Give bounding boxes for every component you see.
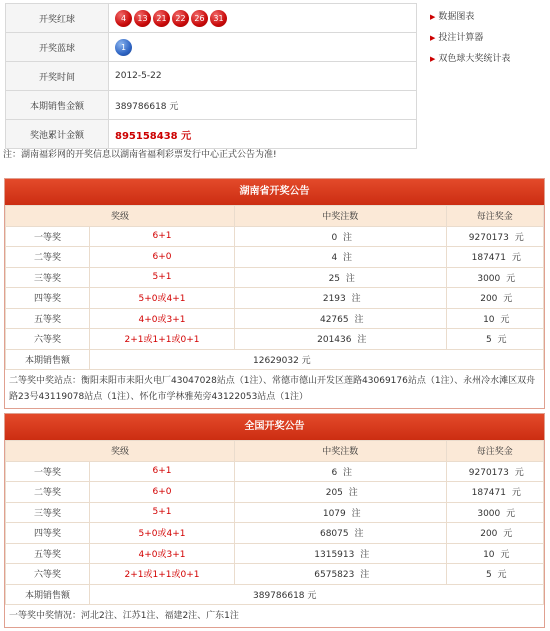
- sales-row: [6, 584, 544, 605]
- sales-label: 本期销售金额: [6, 91, 109, 120]
- prize-level: 三等奖: [6, 502, 90, 523]
- prize-rule: 6+1: [90, 461, 235, 482]
- prize-level: 六等奖: [6, 329, 90, 350]
- header-count: 中奖注数: [235, 441, 447, 462]
- red-ball: 22: [172, 10, 189, 27]
- side-links: [430, 10, 510, 73]
- winner-count: 6 注: [235, 461, 447, 482]
- prize-amount: 200 元: [446, 288, 543, 309]
- winner-count: 2193 注: [235, 288, 447, 309]
- red-ball-label: 开奖红球: [6, 4, 109, 33]
- blue-ball-label: 开奖蓝球: [6, 33, 109, 62]
- prize-level: 三等奖: [6, 267, 90, 288]
- header-level: 奖级: [6, 441, 235, 462]
- draw-info-table: [5, 3, 417, 149]
- sales-row: [6, 349, 544, 370]
- prize-level: 五等奖: [6, 308, 90, 329]
- prize-rule: 5+1: [90, 267, 235, 288]
- winner-count: 25 注: [235, 267, 447, 288]
- prize-level: 六等奖: [6, 564, 90, 585]
- prize-amount: 10 元: [446, 308, 543, 329]
- winner-count: 0 注: [235, 226, 447, 247]
- pool-amount: 895158438 元: [115, 130, 192, 142]
- hunan-prize-panel: [4, 178, 545, 409]
- national-footnote: 一等奖中奖情况：河北2注、江苏1注、福建2注、广东1注: [9, 611, 239, 621]
- header-count: 中奖注数: [235, 206, 447, 227]
- national-prize-table: [5, 440, 544, 605]
- table-row: [6, 226, 544, 247]
- prize-amount: 200 元: [446, 523, 543, 544]
- prize-amount: 9270173 元: [446, 461, 543, 482]
- hunan-prize-table: [5, 205, 544, 370]
- prize-level: 五等奖: [6, 543, 90, 564]
- disclaimer-note: 注：湖南福彩网的开奖信息以湖南省福利彩票发行中心正式公告为准!: [3, 150, 277, 160]
- national-prize-panel: [4, 413, 545, 628]
- prize-amount: 187471 元: [446, 482, 543, 503]
- prize-amount: 5 元: [446, 564, 543, 585]
- winner-count: 1315913 注: [235, 543, 447, 564]
- prize-rule: 2+1或1+1或0+1: [90, 329, 235, 350]
- prize-amount: 5 元: [446, 329, 543, 350]
- table-row: [6, 329, 544, 350]
- sales-value: 389786618 元: [90, 584, 544, 605]
- prize-rule: 6+0: [90, 247, 235, 268]
- winner-count: 4 注: [235, 247, 447, 268]
- table-row: [6, 267, 544, 288]
- link-prize-stats[interactable]: ▶ 双色球大奖统计表: [430, 54, 511, 64]
- draw-date: 2012-5-22: [109, 62, 417, 91]
- header-level: 奖级: [6, 206, 235, 227]
- red-balls: [109, 4, 417, 33]
- prize-amount: 9270173 元: [446, 226, 543, 247]
- blue-ball: 1: [115, 39, 132, 56]
- red-ball: 13: [134, 10, 151, 27]
- prize-level: 二等奖: [6, 482, 90, 503]
- prize-amount: 3000 元: [446, 502, 543, 523]
- pool-label: 奖池累计金额: [6, 120, 109, 149]
- hunan-footnote: 二等奖中奖站点：衡阳耒阳市耒阳火电厂43047028站点（1注）、常德市德山开发区莲路43069176站点（1注）、永州冷水滩区双舟路23号43119078站点（1注）、怀化市学林雅苑旁43122053站点（1注）: [9, 376, 536, 402]
- prize-rule: 5+1: [90, 502, 235, 523]
- prize-level: 二等奖: [6, 247, 90, 268]
- header-amount: 每注奖金: [446, 441, 543, 462]
- sales-value: 12629032 元: [90, 349, 544, 370]
- arrow-right-icon: ▶: [430, 34, 436, 42]
- winner-count: 201436 注: [235, 329, 447, 350]
- arrow-right-icon: ▶: [430, 13, 436, 21]
- prize-level: 一等奖: [6, 461, 90, 482]
- prize-amount: 3000 元: [446, 267, 543, 288]
- table-row: [6, 502, 544, 523]
- sales-amount: 389786618 元: [109, 91, 417, 120]
- red-ball: 26: [191, 10, 208, 27]
- link-bet-calculator[interactable]: ▶ 投注计算器: [430, 33, 484, 43]
- national-title: 全国开奖公告: [5, 414, 544, 440]
- prize-rule: 5+0或4+1: [90, 288, 235, 309]
- prize-rule: 4+0或3+1: [90, 308, 235, 329]
- winner-count: 205 注: [235, 482, 447, 503]
- prize-rule: 5+0或4+1: [90, 523, 235, 544]
- prize-rule: 6+0: [90, 482, 235, 503]
- table-row: [6, 523, 544, 544]
- winner-count: 68075 注: [235, 523, 447, 544]
- arrow-right-icon: ▶: [430, 55, 436, 63]
- prize-amount: 10 元: [446, 543, 543, 564]
- prize-rule: 4+0或3+1: [90, 543, 235, 564]
- table-row: [6, 247, 544, 268]
- prize-level: 四等奖: [6, 288, 90, 309]
- table-row: [6, 482, 544, 503]
- prize-rule: 2+1或1+1或0+1: [90, 564, 235, 585]
- header-amount: 每注奖金: [446, 206, 543, 227]
- link-data-charts[interactable]: ▶ 数据图表: [430, 12, 475, 22]
- table-row: [6, 543, 544, 564]
- red-ball: 4: [115, 10, 132, 27]
- winner-count: 42765 注: [235, 308, 447, 329]
- table-row: [6, 461, 544, 482]
- table-row: [6, 308, 544, 329]
- red-ball: 31: [210, 10, 227, 27]
- table-row: [6, 288, 544, 309]
- sales-label: 本期销售额: [6, 584, 90, 605]
- hunan-title: 湖南省开奖公告: [5, 179, 544, 205]
- prize-level: 四等奖: [6, 523, 90, 544]
- sales-label: 本期销售额: [6, 349, 90, 370]
- winner-count: 1079 注: [235, 502, 447, 523]
- table-row: [6, 564, 544, 585]
- red-ball: 21: [153, 10, 170, 27]
- prize-amount: 187471 元: [446, 247, 543, 268]
- prize-rule: 6+1: [90, 226, 235, 247]
- draw-date-label: 开奖时间: [6, 62, 109, 91]
- prize-level: 一等奖: [6, 226, 90, 247]
- winner-count: 6575823 注: [235, 564, 447, 585]
